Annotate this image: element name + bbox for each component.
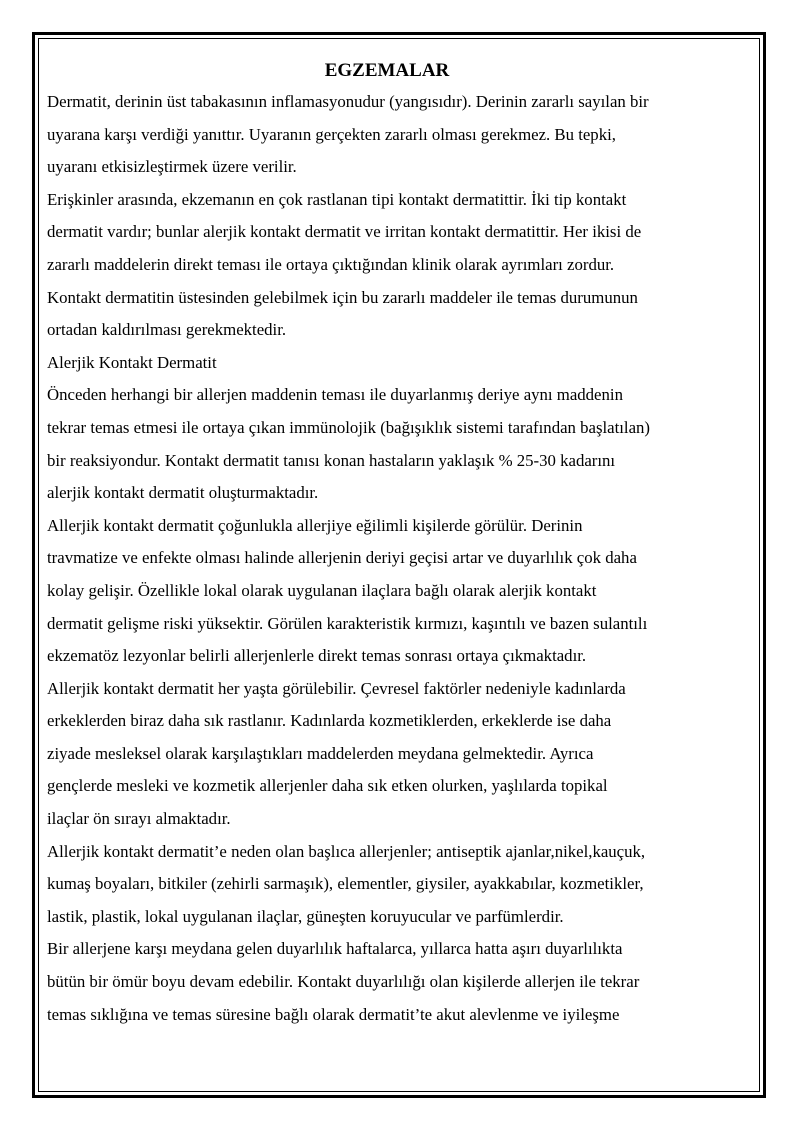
text-line: uyaranı etkisizleştirmek üzere verilir. [47,157,297,177]
text-line: kolay gelişir. Özellikle lokal olarak uygulanan ilaçlara bağlı olarak alerjik kontakt [47,580,597,600]
text-line: bütün bir ömür boyu devam edebilir. Kontakt duyarlılığı olan kişilerde allerjen ile tekrar [47,972,640,992]
text-line: zararlı maddelerin direkt teması ile ortaya çıktığından klinik olarak ayrımları zordur. [47,254,615,274]
paragraph-duyarlilik-suresi [47,933,757,1031]
text-line: temas sıklığına ve temas süresine bağlı olarak dermatit’te akut alevlenme ve iyileşme [47,1004,620,1024]
text-line: ziyade mesleksel olarak karşılaştıkları maddelerden meydana gelmektedir. Ayrıca [47,743,594,763]
text-line: Erişkinler arasında, ekzemanın en çok rastlanan tipi kontakt dermatittir. İki tip kontakt [47,189,627,209]
paragraph-kontakt-dermatit-types [47,184,757,347]
document-title: EGZEMALAR [324,60,450,81]
text-line: Alerjik Kontakt Dermatit [47,352,217,372]
paragraph-her-yasta [47,673,757,836]
section-heading-alerjik-kontakt-dermatit [47,347,757,380]
paragraph-baslica-allerjenler [47,836,757,934]
paragraph-immunolojik-reaksiyon [47,379,757,509]
text-line: bir reaksiyondur. Kontakt dermatit tanısı konan hastaların yaklaşık % 25-30 kadarını [47,450,616,470]
paragraph-allerjiye-egilim [47,510,757,673]
text-line: dermatit gelişme riski yüksektir. Görülen karakteristik kırmızı, kaşıntılı ve bazen sulantılı [47,613,648,633]
text-line: gençlerde mesleki ve kozmetik allerjenler daha sık etken olurken, yaşlılarda topikal [47,776,608,796]
text-line: erkeklerden biraz daha sık rastlanır. Kadınlarda kozmetiklerden, erkeklerde ise daha [47,711,612,731]
paragraph-dermatit-definition [47,86,757,184]
text-line: Kontakt dermatitin üstesinden gelebilmek için bu zararlı maddeler ile temas durumunun [47,287,638,307]
text-line: ekzematöz lezyonlar belirli allerjenlerle direkt temas sonrası ortaya çıkmaktadır. [47,646,587,666]
text-line: Önceden herhangi bir allerjen maddenin teması ile duyarlanmış deriye aynı maddenin [47,385,623,405]
text-line: ortadan kaldırılması gerekmektedir. [47,320,287,340]
text-line: Bir allerjene karşı meydana gelen duyarlılık haftalarca, yıllarca hatta aşırı duyarlılıkta [47,939,623,959]
text-line: kumaş boyaları, bitkiler (zehirli sarmaşık), elementler, giysiler, ayakkabılar, kozmetikler, [47,874,644,894]
text-line: lastik, plastik, lokal uygulanan ilaçlar, güneşten koruyucular ve parfümlerdir. [47,906,564,926]
text-line: tekrar temas etmesi ile ortaya çıkan immünolojik (bağışıklık sistemi tarafından başlatılan) [47,417,651,437]
document-body [47,56,757,1031]
text-line: Dermatit, derinin üst tabakasının inflamasyonudur (yangısıdır). Derinin zararlı sayılan bir [47,92,649,111]
text-line: dermatit vardır; bunlar alerjik kontakt dermatit ve irritan kontakt dermatittir. Her ikisi de [47,222,642,242]
text-line: uyarana karşı verdiği yanıttır. Uyaranın gerçekten zararlı olması gerekmez. Bu tepki, [47,124,616,144]
text-line: alerjik kontakt dermatit oluşturmaktadır. [47,483,319,503]
text-line: travmatize ve enfekte olması halinde allerjenin deriyi geçisi artar ve duyarlılık çok daha [47,548,637,568]
text-line: Allerjik kontakt dermatit’e neden olan başlıca allerjenler; antiseptik ajanlar,nikel,kauçuk, [47,841,646,861]
text-line: ilaçlar ön sırayı almaktadır. [47,809,231,829]
text-line: Allerjik kontakt dermatit çoğunlukla allerjiye eğilimli kişilerde görülür. Derinin [47,515,583,535]
text-line: Allerjik kontakt dermatit her yaşta görülebilir. Çevresel faktörler nedeniyle kadınlarda [47,678,626,698]
